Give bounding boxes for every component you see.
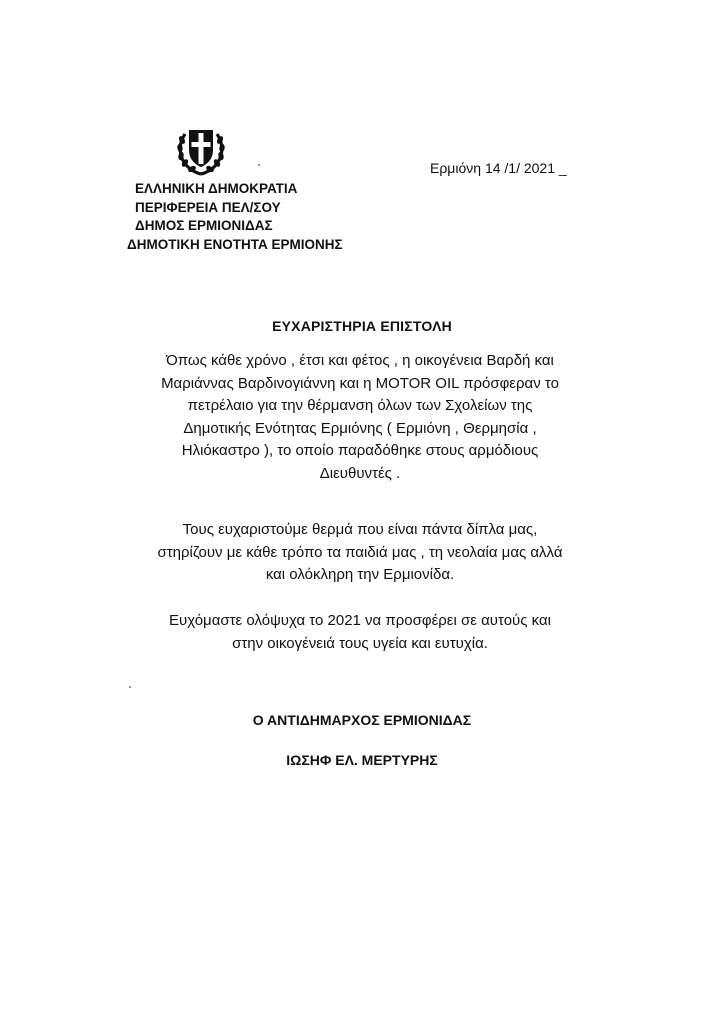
signatory-name: ΙΩΣΗΦ ΕΛ. ΜΕΡΤΥΡΗΣ (286, 752, 438, 768)
paragraph-line: Μαριάννας Βαρδινογιάννη και η MOTOR OIL πρόσφεραν το (161, 374, 559, 392)
issuer-header (127, 180, 343, 254)
paragraph-line: Τους ευχαριστούμε θερμά που είναι πάντα δίπλα μας, (182, 521, 538, 538)
paragraph-line: στην οικογένειά τους υγεία και ευτυχία. (232, 634, 488, 652)
signatory-role: Ο ΑΝΤΙΔΗΜΑΡΧΟΣ ΕΡΜΙΟΝΙΔΑΣ (252, 712, 472, 728)
paragraph-line: πετρέλαιο για την θέρμανση όλων των Σχολείων της (187, 397, 533, 414)
paragraph-line: και ολόκληρη την Ερμιονίδα. (265, 566, 455, 583)
paragraph-line: Ευχόμαστε ολόψυχα το 2021 να προσφέρει σε αυτούς και (169, 612, 551, 629)
letter-title: ΕΥΧΑΡΙΣΤΗΡΙΑ ΕΠΙΣΤΟΛΗ (272, 318, 452, 334)
header-line: ΔΗΜΟΤΙΚΗ ΕΝΟΤΗΤΑ ΕΡΜΙΟΝΗΣ (127, 236, 343, 252)
paragraph-line: Δημοτικής Ενότητας Ερμιόνης ( Ερμιόνη , Θερμησία , (183, 419, 537, 437)
paragraph-line: Ηλιόκαστρο ), το οποίο παραδόθηκε στους αρμόδιους (181, 442, 539, 459)
header-line: ΕΛΛΗΝΙΚΗ ΔΗΜΟΚΡΑΤΙΑ (135, 181, 298, 196)
paragraph (120, 610, 600, 655)
greek-coat-of-arms-icon (175, 122, 227, 176)
scan-speck (258, 164, 260, 166)
paragraph-line: Όπως κάθε χρόνο , έτσι και φέτος , η οικογένεια Βαρδή και (166, 352, 554, 369)
paragraph-line: στηρίζουν με κάθε τρόπο τα παιδιά μας , τη νεολαία μας αλλά (157, 543, 563, 561)
paragraph (120, 350, 600, 485)
scan-speck (129, 686, 131, 688)
letter-date: Ερμιόνη 14 /1/ 2021 _ (430, 160, 567, 176)
header-line: ΔΗΜΟΣ ΕΡΜΙΟΝΙΔΑΣ (135, 218, 273, 233)
header-line: ΠΕΡΙΦΕΡΕΙΑ ΠΕΛ/ΣΟΥ (135, 199, 281, 215)
paragraph-line: Διευθυντές . (319, 464, 401, 482)
paragraph (120, 519, 600, 587)
